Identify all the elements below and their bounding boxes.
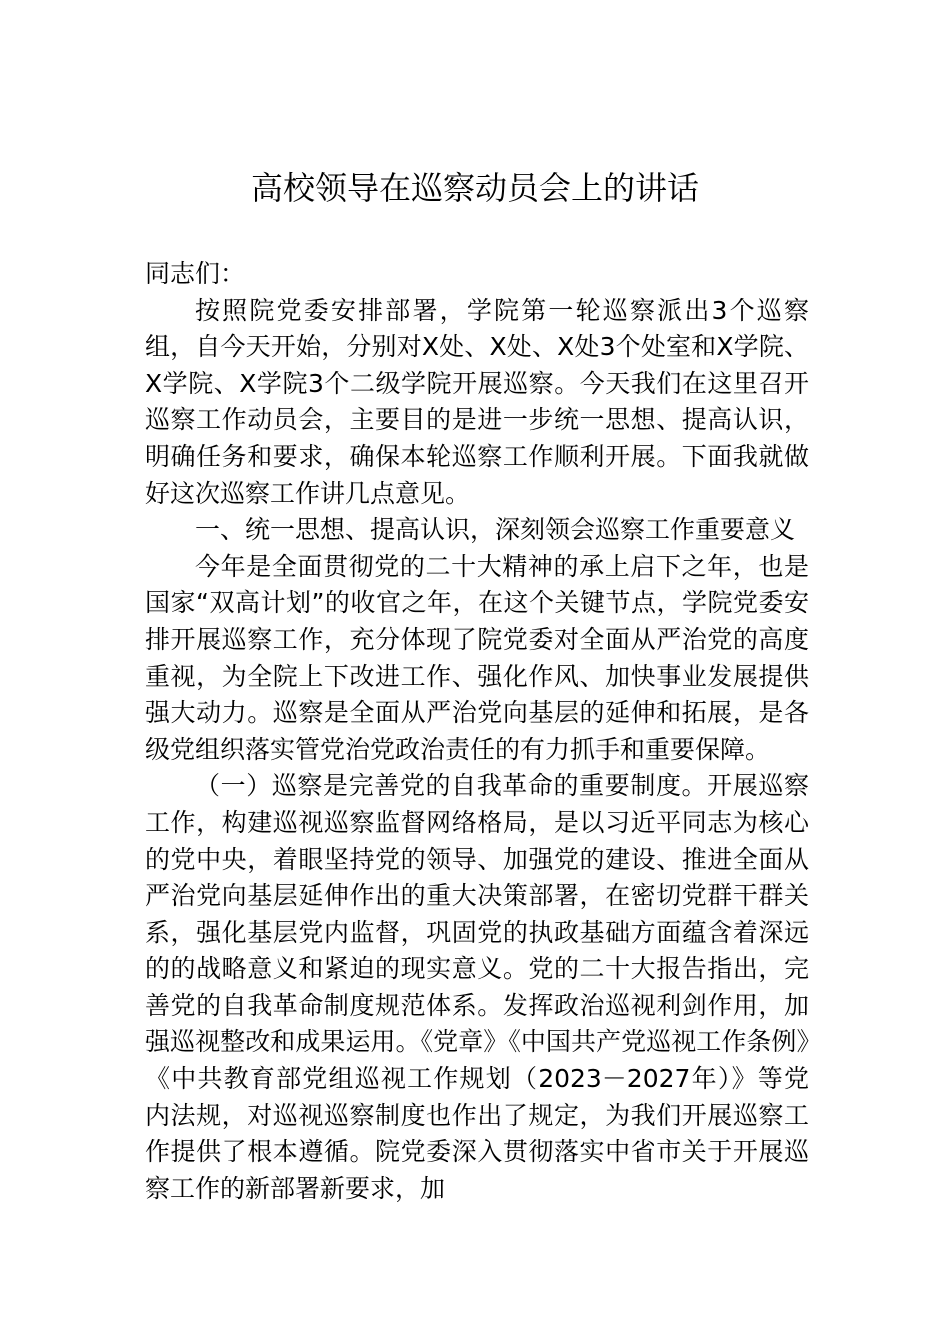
paragraph-intro: 按照院党委安排部署，学院第一轮巡察派出3个巡察组，自今天开始，分别对X处、X处、X处3个处室和X学院、X学院、X学院3个二级学院开展巡察。今天我们在这里召开巡察工作动员会，主要目的是进一步统一思想、提高认识，明确任务和要求，确保本轮巡察工作顺利开展。下面我就做好这次巡察工作讲几点意见。	[145, 295, 809, 508]
salutation: 同志们：	[145, 259, 246, 288]
paragraph-significance: 今年是全面贯彻党的二十大精神的承上启下之年，也是国家“双高计划”的收官之年，在这个关键节点，学院党委安排开展巡察工作，充分体现了院党委对全面从严治党的高度重视，为全院上下改进工作、强化作风、加快事业发展提供强大动力。巡察是全面从严治党向基层的延伸和拓展，是各级党组织落实管党治党政治责任的有力抓手和重要保障。	[145, 551, 809, 764]
document-title: 高校领导在巡察动员会上的讲话	[250, 169, 699, 207]
section-heading-1: 一、统一思想、提高认识，深刻领会巡察工作重要意义	[195, 515, 796, 545]
paragraph-subsection-1: （一）巡察是完善党的自我革命的重要制度。开展巡察工作，构建巡视巡察监督网络格局，是以习近平同志为核心的党中央，着眼坚持党的领导、加强党的建设、推进全面从严治党向基层延伸作出的重大决策部署，在密切党群干群关系，强化基层党内监督，巩固党的执政基础方面蕴含着深远的的战略意义和紧迫的现实意义。党的二十大报告指出，完善党的自我革命制度规范体系。发挥政治巡视利剑作用，加强巡视整改和成果运用。《党章》《中国共产党巡视工作条例》《中共教育部党组巡视工作规划（2023－2027年）》等党内法规，对巡视巡察制度也作出了规定，为我们开展巡察工作提供了根本遵循。院党委深入贯彻落实中省市关于开展巡察工作的新部署新要求，加	[145, 771, 809, 1203]
document-body	[145, 256, 809, 1207]
